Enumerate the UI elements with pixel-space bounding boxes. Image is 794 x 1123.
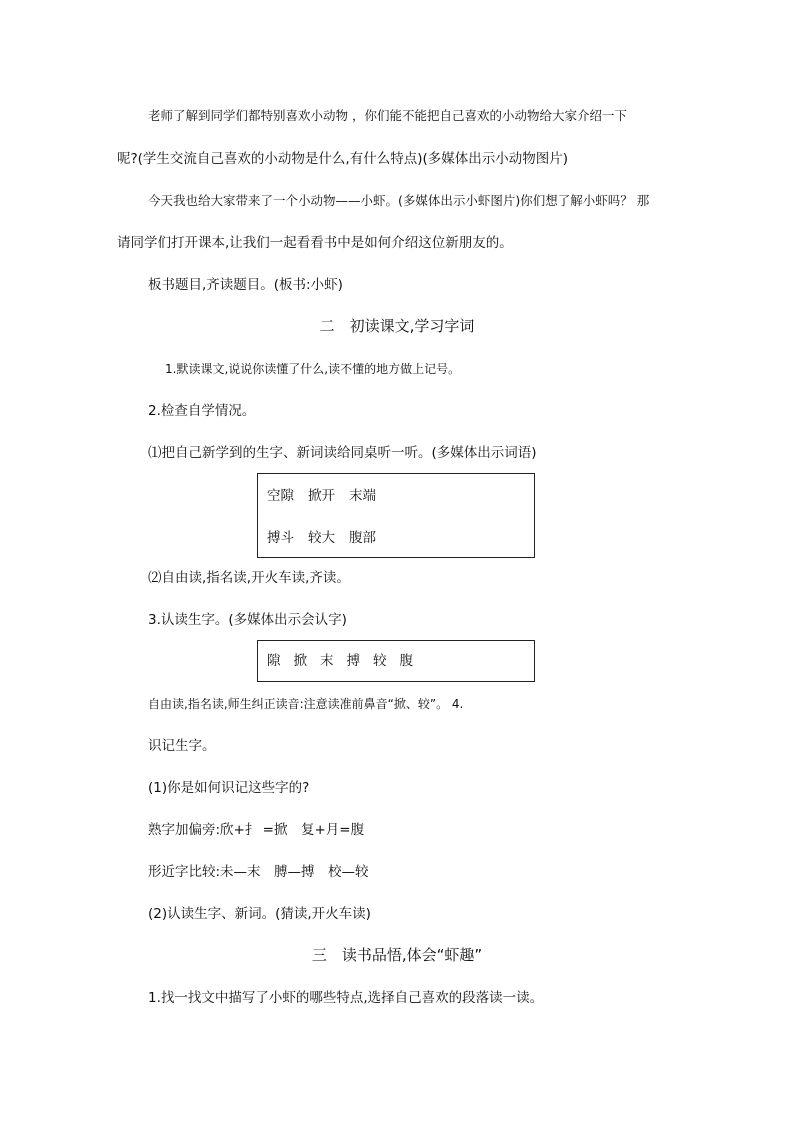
char-item: 搏 [346,653,360,669]
char-box [257,640,535,682]
section-2-item-4-2: (2)认读生字、新词。(猜读,开火车读) [148,906,371,922]
section-2-item-1: 1.默读课文,说说你读懂了什么,读不懂的地方做上记号。 [165,362,461,376]
word-row-2 [267,528,376,548]
char-item: 末 [320,653,334,669]
word-item: 空隙 [267,488,294,504]
word-item: 腹部 [349,530,376,546]
char-row [267,651,426,671]
paragraph-intro-4: 请同学们打开课本,让我们一起看看书中是如何介绍这位新朋友的。 [117,235,513,251]
section-2-item-4-a: 熟字加偏旁:欣+扌 =掀 复+月=腹 [148,822,365,838]
char-item: 腹 [399,653,413,669]
section-2-item-3: 3.认读生字。(多媒体出示会认字) [148,612,347,628]
paragraph-intro-2: 呢?(学生交流自己喜欢的小动物是什么,有什么特点)(多媒体出示小动物图片) [117,151,569,167]
paragraph-blackboard: 板书题目,齐读题目。(板书:小虾) [148,277,343,293]
section-2-item-2-1: ⑴把自己新学到的生字、新词读给同桌听一听。(多媒体出示词语) [148,445,537,461]
section-3-heading: 三 读书品悟,体会“虾趣” [311,946,483,964]
paragraph-intro-1: 老师了解到同学们都特别喜欢小动物 ，你们能不能把自己喜欢的小动物给大家介绍一下 [148,108,627,123]
word-row-1 [267,486,376,506]
word-item: 末端 [349,488,376,504]
word-item: 搏斗 [267,530,294,546]
word-item: 掀开 [308,488,335,504]
section-2-item-2-2: ⑵自由读,指名读,开火车读,齐读。 [148,570,350,586]
section-2-heading: 二 初读课文,学习字词 [319,317,475,335]
char-item: 掀 [293,653,307,669]
char-item: 隙 [267,653,281,669]
word-box [257,473,535,558]
section-2-item-2: 2.检查自学情况。 [148,403,256,419]
section-3-item-1: 1.找一找文中描写了小虾的哪些特点,选择自己喜欢的段落读一读。 [148,990,544,1006]
section-2-item-4-1: (1)你是如何识记这些字的? [148,780,310,796]
char-item: 较 [373,653,387,669]
section-2-item-4-b: 形近字比较:未—末 膊—搏 校—较 [148,864,369,880]
word-item: 较大 [308,530,335,546]
paragraph-intro-3: 今天我也给大家带来了一个小动物——小虾。(多媒体出示小虾图片)你们想了解小虾吗？ 那 [148,193,650,208]
section-2-item-4: 识记生字。 [148,738,216,754]
section-2-item-3-note: 自由读,指名读,师生纠正读音:注意读准前鼻音“掀、较”。 4. [148,697,464,711]
